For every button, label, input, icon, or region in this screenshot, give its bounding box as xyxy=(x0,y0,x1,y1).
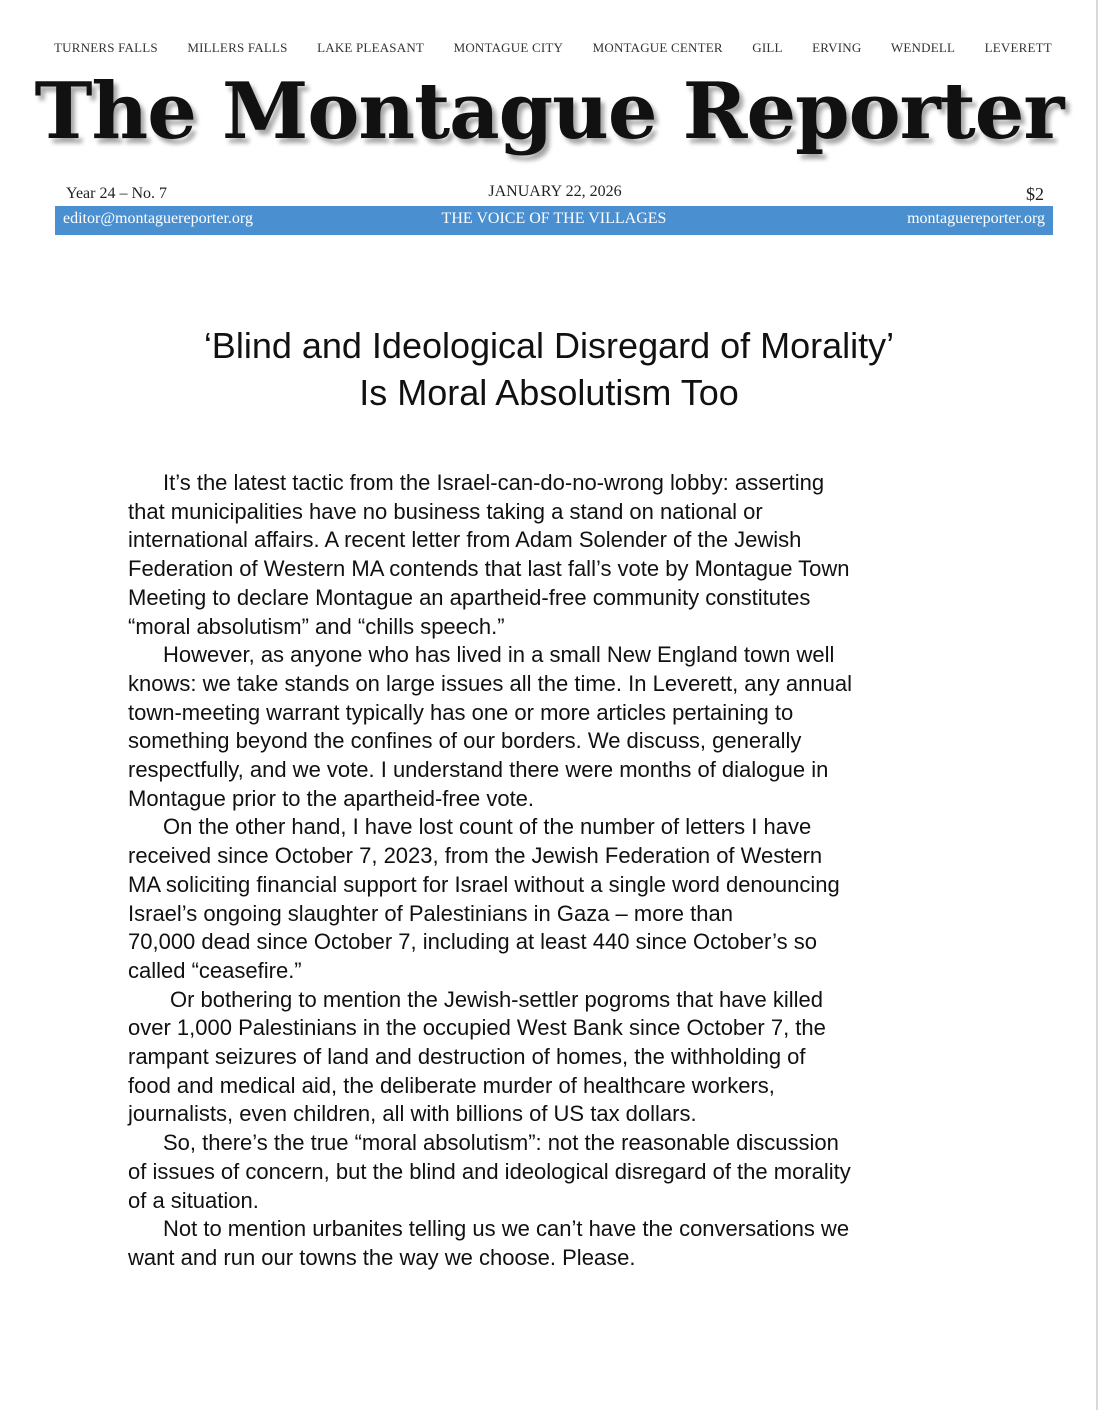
text-line: 70,000 dead since October 7, including at least 440 since October’s so xyxy=(128,929,817,955)
text-line: Not to mention urbanites telling us we can’t have the conversations we xyxy=(163,1216,850,1242)
town-name: LAKE PLEASANT xyxy=(317,40,425,55)
town-name: MONTAGUE CITY xyxy=(453,40,564,55)
text-line: So, there’s the true “moral absolutism”: not the reasonable discussion xyxy=(163,1130,839,1156)
issue-date: JANUARY 22, 2026 xyxy=(488,183,622,200)
town-name: MILLERS FALLS xyxy=(187,40,288,55)
text-line: Federation of Western MA contends that last fall’s vote by Montague Town xyxy=(128,556,850,582)
town-name: GILL xyxy=(752,40,783,55)
article-body xyxy=(128,469,978,1273)
editor-email-link[interactable]: editor@montaguereporter.org xyxy=(63,210,253,227)
text-line: rampant seizures of land and destruction of homes, the withholding of xyxy=(128,1044,806,1070)
issue-price: $2 xyxy=(1026,184,1044,204)
text-line: knows: we take stands on large issues all the time. In Leverett, any annual xyxy=(128,670,852,696)
town-name: ERVING xyxy=(812,40,862,55)
text-line: Israel’s ongoing slaughter of Palestinians in Gaza – more than xyxy=(128,900,733,926)
text-line: journalists, even children, all with billions of US tax dollars. xyxy=(128,1101,697,1127)
town-list xyxy=(54,40,1052,56)
text-line: respectfully, and we vote. I understand there were months of dialogue in xyxy=(128,757,829,783)
text-line: want and run our towns the way we choose. Please. xyxy=(128,1244,636,1270)
text-line: It’s the latest tactic from the Israel-can-do-no-wrong lobby: asserting xyxy=(163,470,825,495)
town-name: WENDELL xyxy=(890,40,956,55)
headline-line: ‘Blind and Ideological Disregard of Morality’ xyxy=(203,325,895,366)
info-bar xyxy=(55,206,1053,235)
text-line: However, as anyone who has lived in a small New England town well xyxy=(163,642,835,668)
masthead-title: The Montague Reporter xyxy=(34,66,1064,157)
text-line: called “ceasefire.” xyxy=(128,957,302,983)
text-line: Montague prior to the apartheid-free vote. xyxy=(128,785,535,811)
text-line: international affairs. A recent letter from Adam Solender of the Jewish xyxy=(128,527,802,553)
text-line: Or bothering to mention the Jewish-settler pogroms that have killed xyxy=(170,986,823,1012)
text-line: MA soliciting financial support for Israel without a single word denouncing xyxy=(128,871,840,897)
article-headline xyxy=(0,322,1098,416)
headline-line: Is Moral Absolutism Too xyxy=(359,372,739,413)
text-line: something beyond the confines of our borders. We discuss, generally xyxy=(128,728,802,754)
issue-number: Year 24 – No. 7 xyxy=(66,185,168,202)
website-link[interactable]: montaguereporter.org xyxy=(907,210,1045,227)
text-line: Meeting to declare Montague an apartheid-free community constitutes xyxy=(128,584,811,610)
text-line: of issues of concern, but the blind and ideological disregard of the morality xyxy=(128,1158,851,1184)
town-name: TURNERS FALLS xyxy=(54,40,158,55)
text-line: town-meeting warrant typically has one or more articles pertaining to xyxy=(128,699,794,725)
text-line: On the other hand, I have lost count of the number of letters I have xyxy=(163,814,812,840)
town-name: LEVERETT xyxy=(984,40,1052,55)
text-line: “moral absolutism” and “chills speech.” xyxy=(128,613,505,639)
text-line: of a situation. xyxy=(128,1187,259,1213)
text-line: received since October 7, 2023, from the Jewish Federation of Western xyxy=(128,843,823,869)
text-line: over 1,000 Palestinians in the occupied West Bank since October 7, the xyxy=(128,1015,826,1041)
tagline: THE VOICE OF THE VILLAGES xyxy=(441,210,667,227)
town-name: MONTAGUE CENTER xyxy=(592,40,723,55)
text-line: food and medical aid, the deliberate murder of healthcare workers, xyxy=(128,1072,775,1098)
text-line: that municipalities have no business taking a stand on national or xyxy=(128,498,763,524)
